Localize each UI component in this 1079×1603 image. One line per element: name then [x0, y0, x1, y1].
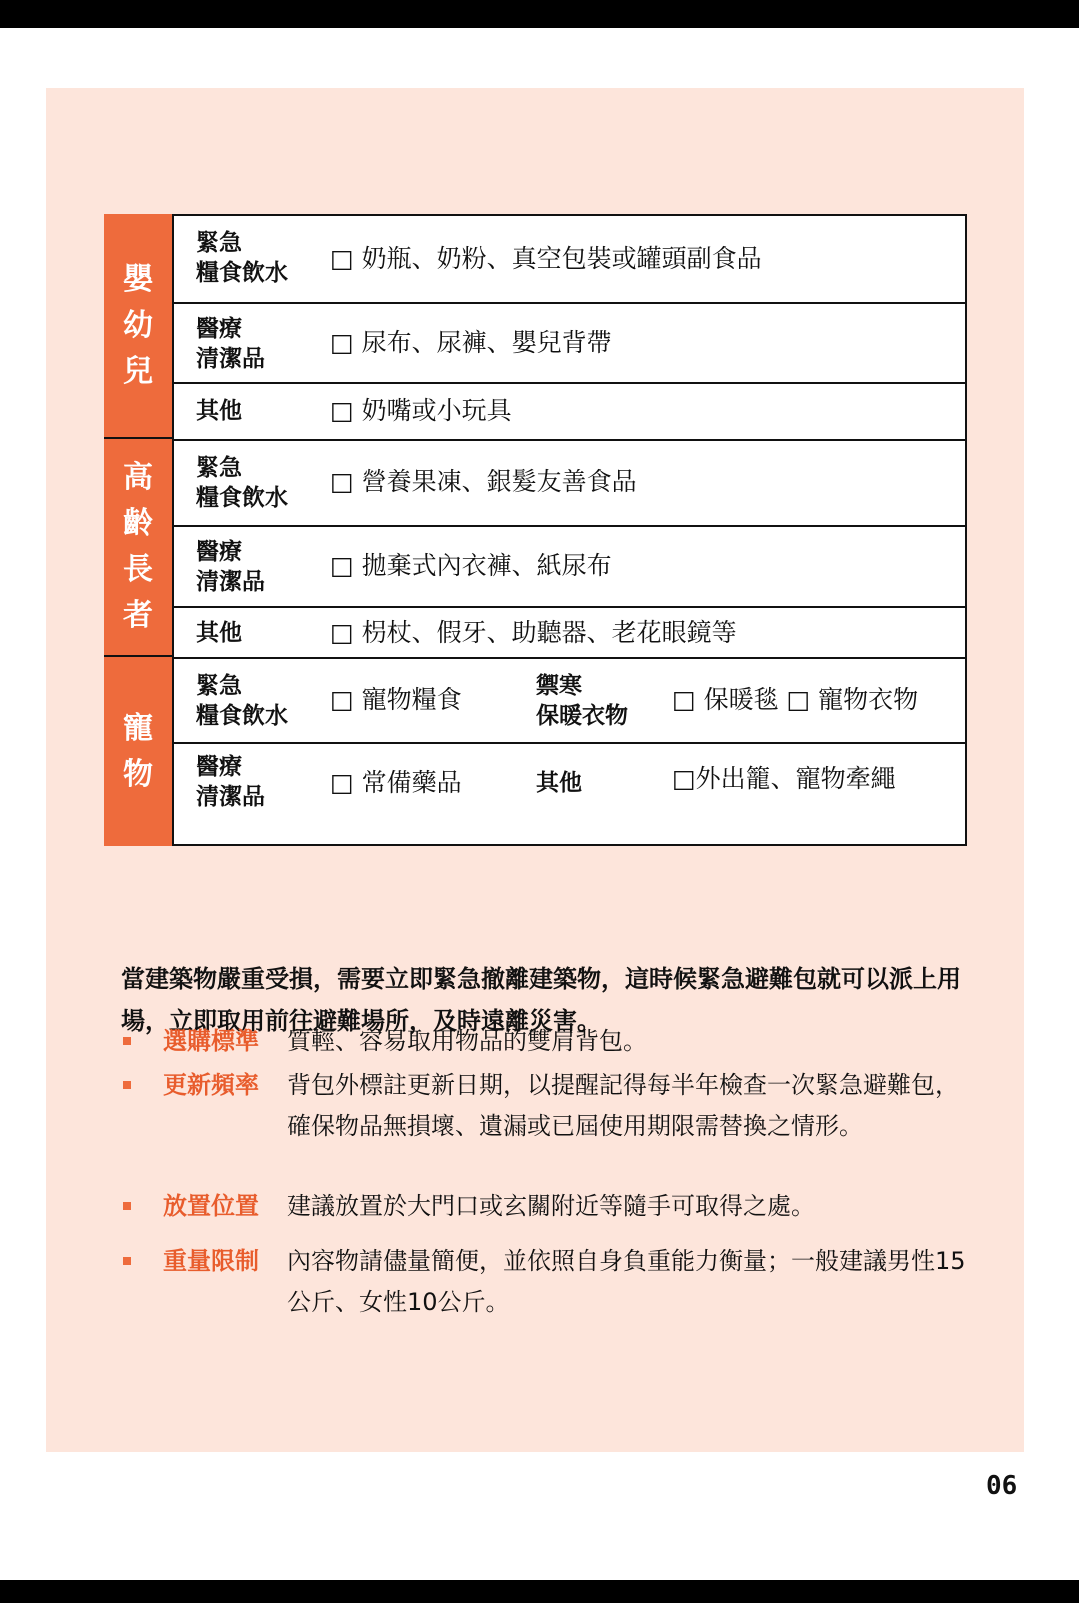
row-label-line2: 清潔品: [196, 346, 265, 372]
checklist-item[interactable]: □ 保暖毯 □ 寵物衣物: [672, 685, 919, 714]
bullet-square-icon: [123, 1081, 131, 1089]
table-row: [174, 384, 965, 441]
bullet-key: 更新頻率: [163, 1071, 259, 1099]
row-label: [196, 314, 265, 374]
row-label-secondary: [536, 671, 628, 731]
row-label: [196, 537, 265, 597]
table-row: [174, 659, 965, 744]
row-label-line1: 醫療: [196, 539, 242, 565]
checklist-item[interactable]: □ 拋棄式內衣褲、紙尿布: [330, 551, 612, 580]
table-row: [174, 527, 965, 608]
row-label-line2: 保暖衣物: [536, 703, 628, 729]
supply-checklist-table: [104, 214, 967, 846]
row-label-line2: 糧食飲水: [196, 485, 288, 511]
bullet-text: 建議放置於大門口或玄關附近等隨手可取得之處。: [287, 1192, 815, 1220]
bullet-text: 背包外標註更新日期，以提醒記得每半年檢查一次緊急避難包，確保物品無損壞、遺漏或已屆使用期限需替換之情形。: [287, 1071, 959, 1140]
table-row: [174, 304, 965, 384]
bottom-black-bar: [0, 1580, 1079, 1603]
checklist-item[interactable]: □ 營養果凍、銀髮友善食品: [330, 467, 637, 496]
table-row: [174, 216, 965, 304]
row-label-secondary: 其他: [536, 770, 582, 796]
category-label: 寵物: [123, 710, 153, 792]
table-row: [174, 608, 965, 659]
intro-paragraph: 當建築物嚴重受損，需要立即緊急撤離建築物，這時候緊急避難包就可以派上用場，立即取用前往避難場所，及時遠離災害。: [121, 965, 961, 1035]
row-label: 其他: [196, 398, 242, 424]
table-grid: [172, 214, 967, 846]
page-number: 06: [986, 1471, 1018, 1501]
bullet-square-icon: [123, 1257, 131, 1265]
table-row: [174, 441, 965, 527]
row-label-line2: 清潔品: [196, 569, 265, 595]
bullet-key: 重量限制: [163, 1247, 259, 1275]
row-label: 其他: [196, 620, 242, 646]
row-label-line1: 醫療: [196, 754, 242, 780]
checklist-item[interactable]: □ 枴杖、假牙、助聽器、老花眼鏡等: [330, 618, 737, 647]
row-label: [196, 671, 288, 731]
bullet-text: 質輕、容易取用物品的雙肩背包。: [287, 1027, 647, 1055]
category-infants: [104, 214, 172, 439]
category-elderly: [104, 439, 172, 657]
bullet-square-icon: [123, 1202, 131, 1210]
table-row: [174, 744, 965, 844]
bullet-text: 內容物請儘量簡便，並依照自身負重能力衡量；一般建議男性15公斤、女性10公斤。: [287, 1247, 966, 1316]
checklist-item[interactable]: □ 常備藥品: [330, 768, 462, 797]
category-pets: [104, 657, 172, 846]
row-label-line1: 緊急: [196, 673, 242, 699]
row-label-line2: 糧食飲水: [196, 260, 288, 286]
row-label: [196, 752, 265, 812]
row-label: [196, 228, 288, 288]
category-label: 高齡長者: [123, 460, 153, 633]
row-label-line2: 清潔品: [196, 784, 265, 810]
row-label-line1: 禦寒: [536, 673, 582, 699]
row-label: [196, 453, 288, 513]
checklist-item[interactable]: □ 尿布、尿褲、嬰兒背帶: [330, 328, 612, 357]
bullet-square-icon: [123, 1037, 131, 1045]
bullet-key: 放置位置: [163, 1192, 259, 1220]
category-label: 嬰幼兒: [123, 261, 153, 389]
checklist-item[interactable]: □外出籠、寵物牽繩: [672, 764, 896, 793]
top-black-bar: [0, 0, 1079, 28]
row-label-line1: 緊急: [196, 455, 242, 481]
checklist-item[interactable]: □ 奶瓶、奶粉、真空包裝或罐頭副食品: [330, 244, 762, 273]
row-label-line1: 緊急: [196, 230, 242, 256]
checklist-item[interactable]: □ 寵物糧食: [330, 685, 462, 714]
checklist-item[interactable]: □ 奶嘴或小玩具: [330, 396, 512, 425]
bullet-key: 選購標準: [163, 1027, 259, 1055]
row-label-line2: 糧食飲水: [196, 703, 288, 729]
row-label-line1: 醫療: [196, 316, 242, 342]
